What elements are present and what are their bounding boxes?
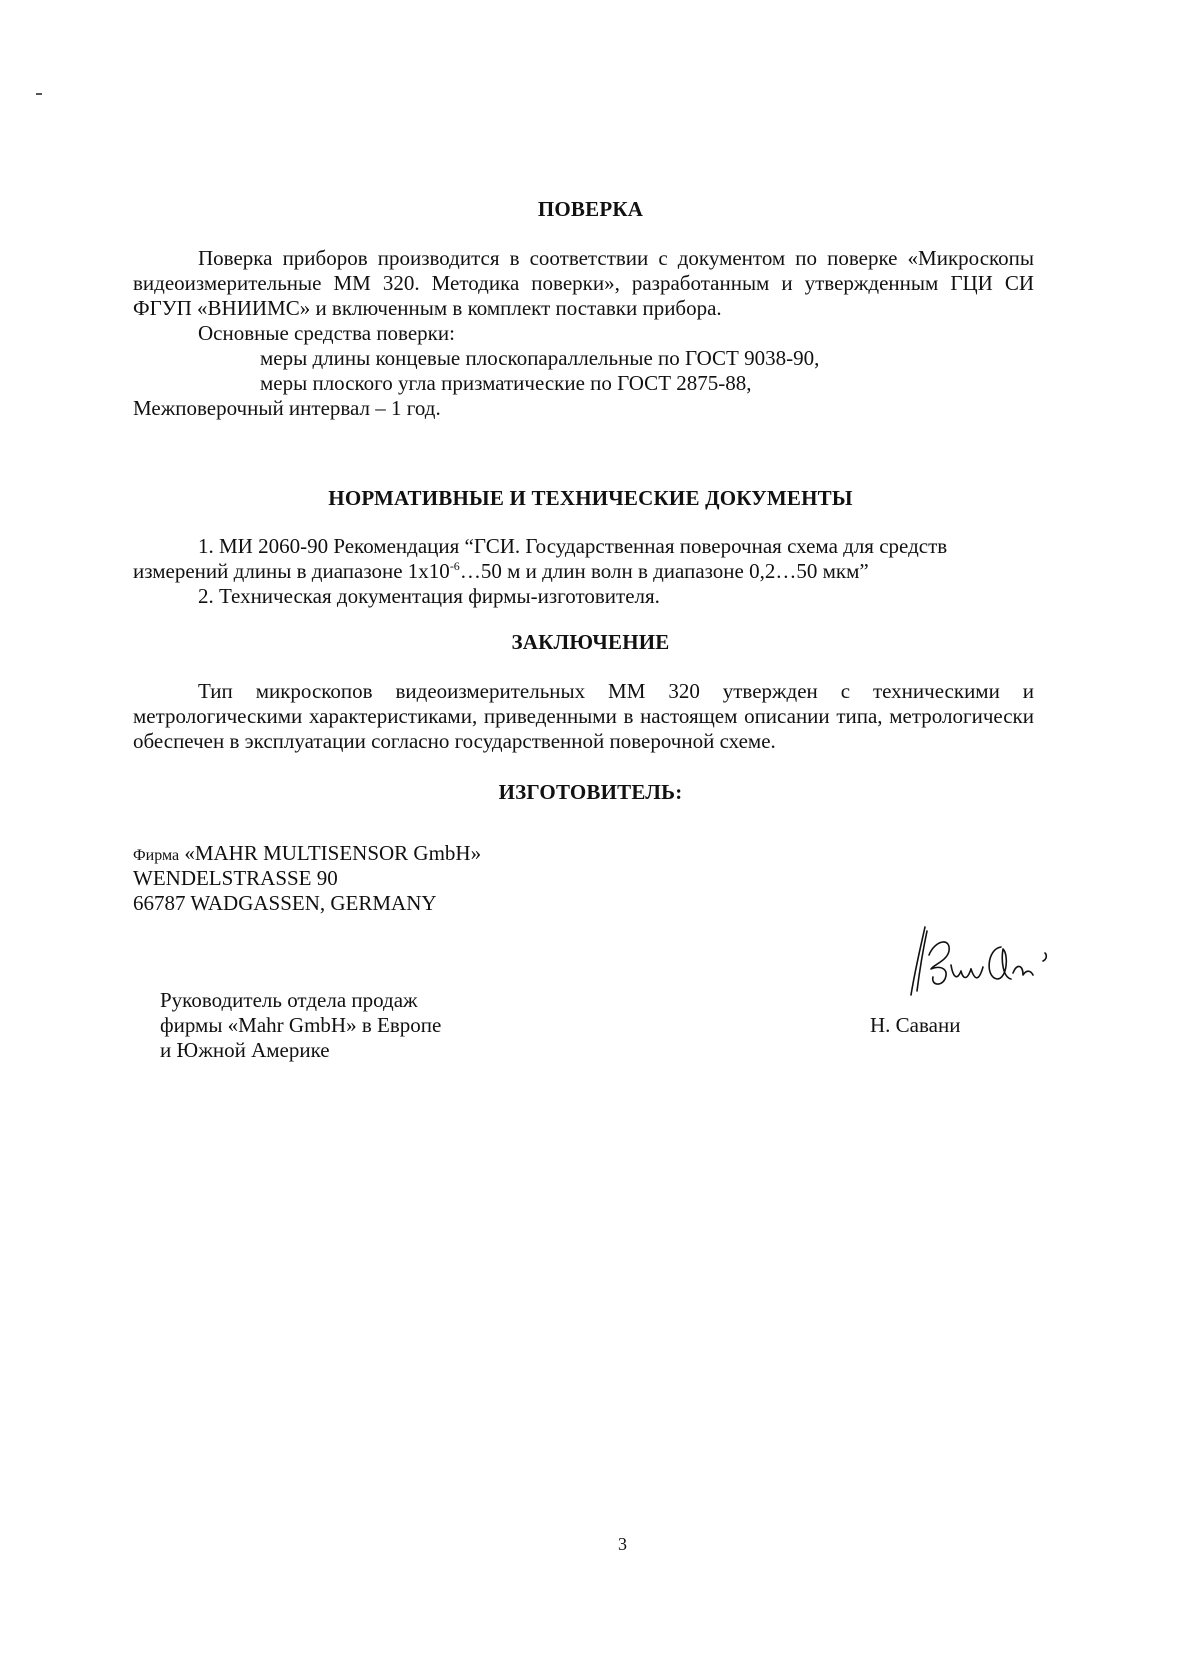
conclusion-line1: Тип микроскопов видеоизмерительных ММ 320 утвержден с техническими и [198, 679, 1034, 703]
manufacturer-street: WENDELSTRASSE 90 [133, 866, 338, 890]
manufacturer-firm: Фирма «MAHR MULTISENSOR GmbH» [133, 841, 482, 865]
page-number: 3 [618, 1534, 627, 1554]
verification-para-line2: видеоизмерительные ММ 320. Методика поверки», разработанным и утвержденным ГЦИ СИ [133, 271, 1034, 295]
verification-means-item: меры плоского угла призматические по ГОСТ 2875-88, [260, 371, 752, 395]
signer-position-line3: и Южной Америке [160, 1038, 330, 1062]
handwritten-signature-icon [905, 925, 1060, 1000]
section-heading-manufacturer: ИЗГОТОВИТЕЛЬ: [498, 780, 683, 804]
section-heading-documents: НОРМАТИВНЫЕ И ТЕХНИЧЕСКИЕ ДОКУМЕНТЫ [328, 486, 853, 510]
documents-item1-line2: измерений длины в диапазоне $1х10^{-6}\dots 50$ м и длин волн в диапазоне 0,2…50 мкм” [133, 559, 869, 583]
verification-para-line1: Поверка приборов производится в соответствии с документом по поверке «Микроскопы [198, 246, 1034, 270]
conclusion-line2: метрологическими характеристиками, приведенными в настоящем описании типа, метрологически [133, 704, 1034, 728]
section-heading-conclusion: ЗАКЛЮЧЕНИЕ [511, 630, 670, 654]
signer-name: Н. Савани [870, 1013, 961, 1037]
verification-interval: Межповерочный интервал – 1 год. [133, 396, 441, 420]
section-heading-verification: ПОВЕРКА [537, 197, 644, 221]
signer-position-line1: Руководитель отдела продаж [160, 988, 418, 1012]
documents-item1-line1: 1. МИ 2060-90 Рекомендация “ГСИ. Государственная поверочная схема для средств [198, 534, 948, 558]
scan-speck [36, 93, 42, 95]
signer-position-line2: фирмы «Mahr GmbH» в Европе [160, 1013, 442, 1037]
verification-para-line3: ФГУП «ВНИИМС» и включенным в комплект поставки прибора. [133, 296, 722, 320]
manufacturer-city: 66787 WADGASSEN, GERMANY [133, 891, 437, 915]
verification-means-label: Основные средства поверки: [198, 321, 455, 345]
verification-means-item: меры длины концевые плоскопараллельные по ГОСТ 9038-90, [260, 346, 820, 370]
documents-item2: 2. Техническая документация фирмы-изготовителя. [198, 584, 660, 608]
conclusion-line3: обеспечен в эксплуатации согласно государственной поверочной схеме. [133, 729, 776, 753]
